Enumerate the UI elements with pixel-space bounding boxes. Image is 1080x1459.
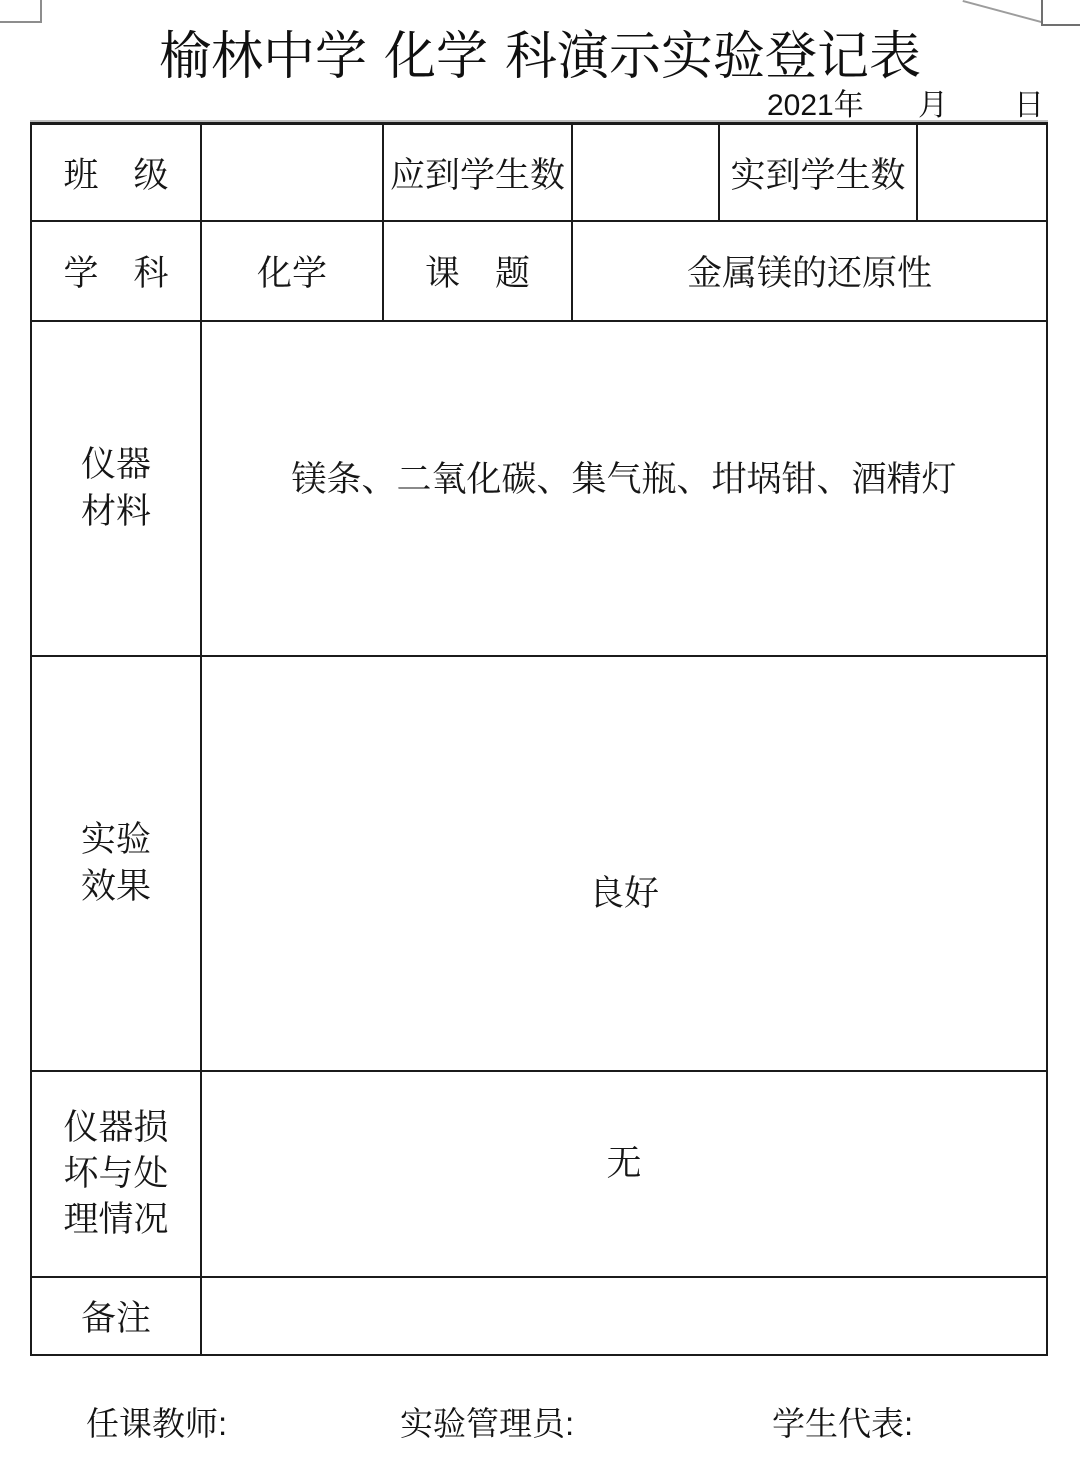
date-month: 月 [918,89,948,122]
title-suffix: 科演示实验登记表 [505,28,922,86]
topic-label: 课 题 [384,222,573,320]
date-line [0,80,1080,122]
scan-corner-fold-line [962,0,1042,23]
student-representative-signature-label: 学生代表: [772,1405,914,1442]
damage-label-line-3: 理情况 [63,1200,169,1240]
registration-table [30,122,1048,1356]
expected-students-value-field [573,125,720,220]
table-row-damage [32,1072,1046,1278]
damage-value-cell [202,1072,1046,1276]
lab-manager-signature-label: 实验管理员: [400,1405,575,1442]
table-row-class [32,125,1046,222]
effect-label-line-2: 效果 [80,866,151,906]
date-day: 日 [1014,89,1044,122]
effect-label-line-1: 实验 [80,820,151,860]
damage-label [32,1072,202,1276]
equipment-label-line-1: 仪器 [80,445,151,485]
class-value-field [202,125,384,220]
equipment-label-line-2: 材料 [80,491,151,531]
scan-corner-mark-top-left [0,0,42,23]
expected-students-label: 应到学生数 [384,125,573,220]
damage-label-line-2: 坏与处 [63,1153,169,1193]
actual-students-label: 实到学生数 [720,125,918,220]
topic-value: 金属镁的还原性 [686,254,932,293]
table-row-subject-topic [32,222,1046,322]
table-row-remark [32,1278,1046,1354]
effect-label-lines [81,817,151,909]
damage-label-line-1: 仪器损 [63,1107,169,1147]
subject-value: 化学 [202,222,384,320]
damage-value: 无 [606,1144,642,1183]
date-year: 2021年 [767,89,864,122]
teacher-signature-label: 任课教师: [86,1405,228,1442]
title-subject-name: 化学 [383,28,488,86]
title-school-name: 榆林中学 [158,28,367,86]
page-title [0,28,1080,88]
equipment-value: 镁条、二氧化碳、集气瓶、坩埚钳、酒精灯 [291,459,957,499]
actual-students-value-field [918,125,1046,220]
damage-label-lines [63,1105,168,1244]
signature-line [0,1398,1080,1442]
effect-label [32,657,202,1070]
equipment-value-cell [202,322,1046,655]
table-row-equipment [32,322,1046,657]
table-row-effect [32,657,1046,1072]
subject-label: 学 科 [32,222,202,320]
class-label: 班 级 [32,125,202,220]
scan-corner-mark-top-right [1041,0,1080,26]
remark-label: 备注 [32,1278,202,1354]
effect-value-cell [202,657,1046,1070]
remark-value-field [202,1278,1046,1354]
equipment-label [32,322,202,655]
equipment-label-lines [81,442,151,534]
effect-value: 良好 [588,873,659,913]
